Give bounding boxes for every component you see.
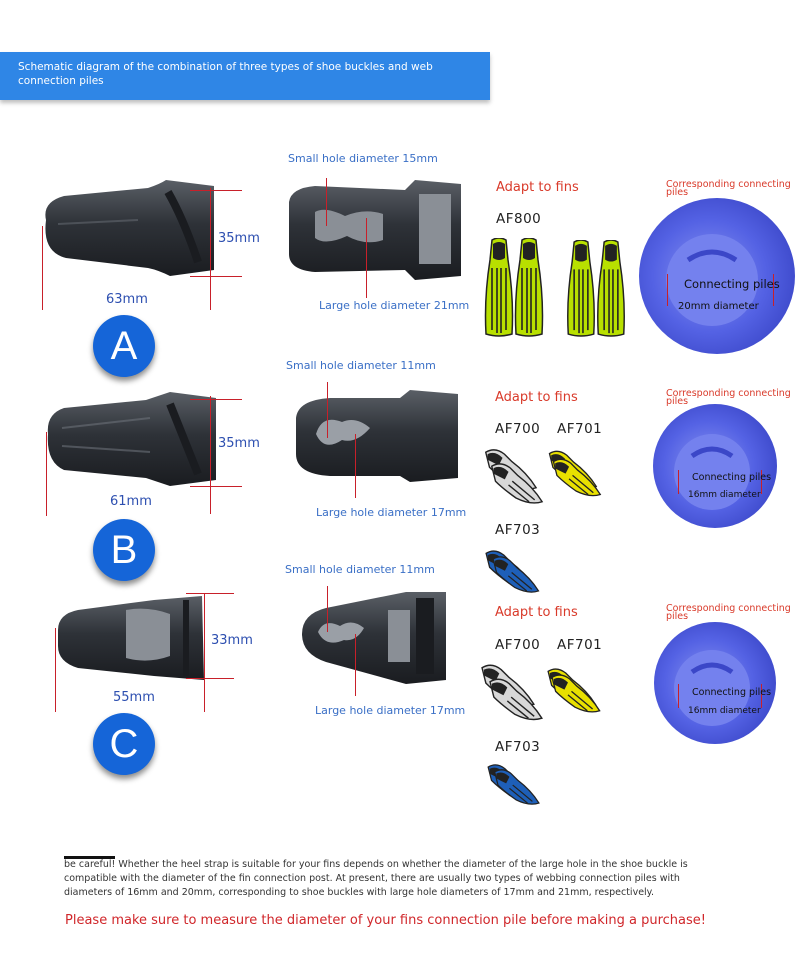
pile-c-label: Connecting piles [692, 687, 772, 698]
buckle-a-small-hole-label: Small hole diameter 15mm [288, 152, 438, 165]
buckle-b-small-hole-label: Small hole diameter 11mm [286, 359, 436, 372]
buckle-a-badge: A [93, 315, 155, 377]
af701-fins-image-c [544, 666, 602, 716]
pile-c-diameter: 16mm diameter [688, 706, 761, 716]
buckle-b-badge: B [93, 519, 155, 581]
af700-fins-image-c [478, 662, 544, 724]
buckle-c-top-image [296, 588, 452, 688]
af701-fins-image [546, 448, 602, 500]
pile-a-label: Connecting piles [684, 277, 780, 291]
row-c-adapt-label: Adapt to fins [495, 605, 578, 620]
pile-a-diameter: 20mm diameter [678, 301, 759, 312]
compatibility-note [64, 858, 724, 900]
buckle-b-height-label: 35mm [218, 436, 260, 451]
af800-fins-image [484, 238, 634, 338]
buckle-b-large-hole-label: Large hole diameter 17mm [316, 506, 467, 519]
row-a-model-0: AF800 [496, 211, 542, 227]
pile-b-image [650, 402, 780, 530]
measure-warning: Please make sure to measure the diameter of your fins connection pile before making a purchase! [65, 913, 706, 928]
row-a-adapt-label: Adapt to fins [496, 180, 579, 195]
buckle-c-length-label: 55mm [113, 690, 155, 705]
buckle-b-side-image [42, 390, 220, 490]
af703-fins-image [480, 548, 544, 596]
row-b-model-1: AF701 [557, 421, 603, 437]
row-b-model-2: AF703 [495, 522, 541, 538]
buckle-a-side-image [38, 180, 218, 280]
pile-c-image [650, 620, 780, 746]
af703-fins-image-c [480, 762, 546, 808]
pile-b-label: Connecting piles [692, 472, 772, 483]
title-banner [0, 52, 490, 100]
buckle-c-badge: C [93, 713, 155, 775]
buckle-a-height-label: 35mm [218, 231, 260, 246]
buckle-b-top-image [290, 388, 466, 488]
row-b-adapt-label: Adapt to fins [495, 390, 578, 405]
row-c-model-2: AF703 [495, 739, 541, 755]
buckle-a-length-label: 63mm [106, 292, 148, 307]
buckle-a-large-hole-label: Large hole diameter 21mm [319, 299, 470, 312]
buckle-c-small-hole-label: Small hole diameter 11mm [285, 563, 435, 576]
pile-b-diameter: 16mm diameter [688, 490, 761, 500]
buckle-c-side-image [54, 596, 208, 682]
row-b-model-0: AF700 [495, 421, 541, 437]
row-a-corresponding-label: Corresponding connecting piles [666, 179, 791, 198]
buckle-b-length-label: 61mm [110, 494, 152, 509]
buckle-c-height-label: 33mm [211, 633, 253, 648]
note-lead: be careful! [64, 856, 115, 870]
row-c-model-0: AF700 [495, 637, 541, 653]
af700-fins-image [482, 446, 544, 508]
note-body: Whether the heel strap is suitable for your fins depends on whether the diameter of the large hole in the shoe buckle is compatible with the diameter of the fin connection post. At present, there are usually two types of webbing connection piles with diameters of 16mm and 20mm, corresponding to shoe buckles with large hole diameters of 17mm and 21mm, respectively. [64, 859, 688, 898]
row-c-corresponding-label: Corresponding connecting piles [666, 603, 791, 622]
row-b-corresponding-label: Corresponding connecting piles [666, 388, 791, 407]
buckle-a-top-image [285, 180, 465, 280]
row-c-model-1: AF701 [557, 637, 603, 653]
banner-title: Schematic diagram of the combination of three types of shoe buckles and web connection piles [18, 61, 433, 87]
buckle-c-large-hole-label: Large hole diameter 17mm [315, 704, 466, 717]
